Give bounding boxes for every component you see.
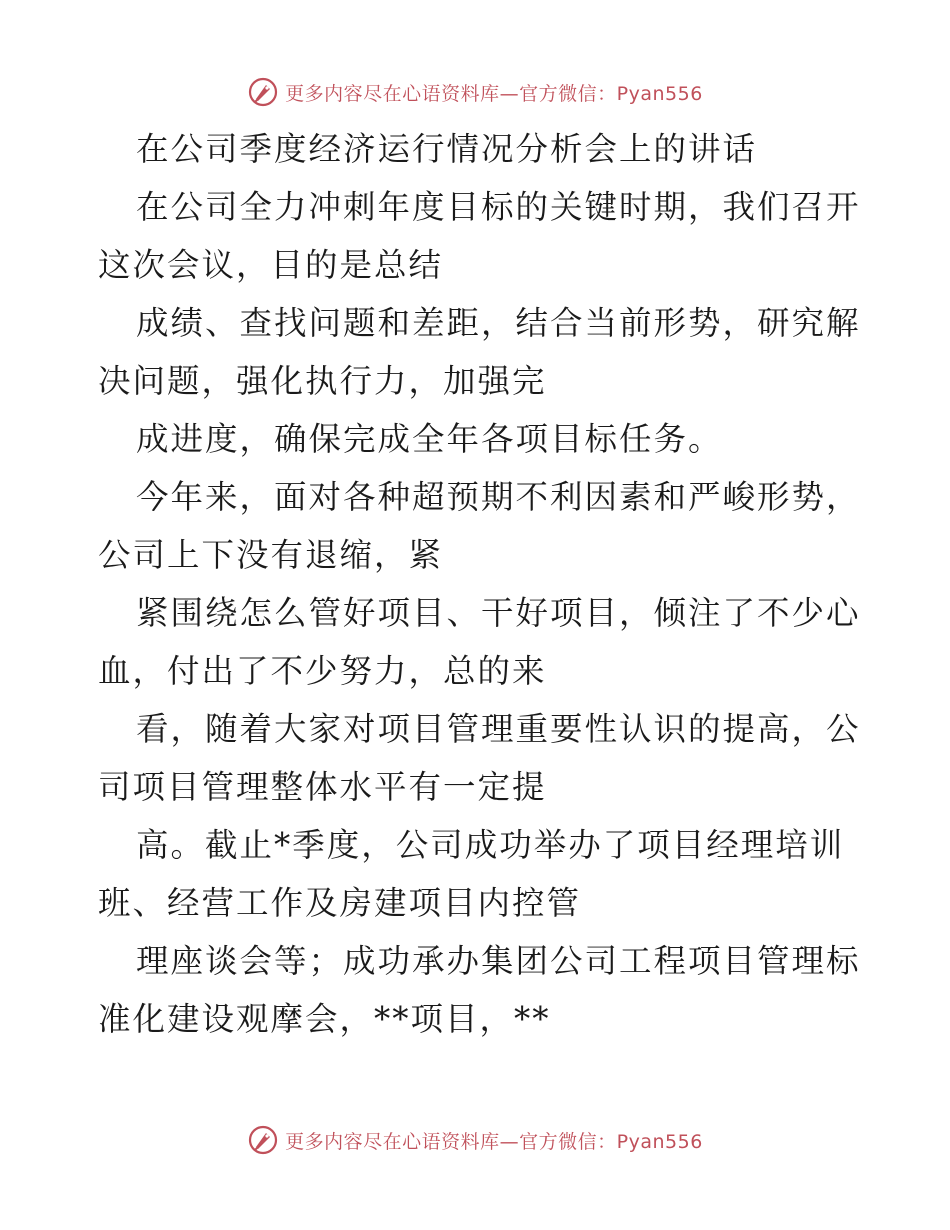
text-line: 看，随着大家对项目管理重要性认识的提高，公 [136,710,861,748]
text-line: 血，付出了不少努力，总的来 [98,652,547,690]
document-body [98,120,861,1048]
document-title: 在公司季度经济运行情况分析会上的讲话 [136,130,758,168]
text-line: 成进度，确保完成全年各项目标任务。 [136,420,723,458]
text-line: 公司上下没有退缩，紧 [98,536,444,574]
text-line: 高。截止*季度，公司成功举办了项目经理培训 [136,826,845,864]
text-line: 成绩、查找问题和差距，结合当前形势，研究解 [136,304,861,342]
text-line: 这次会议，目的是总结 [98,246,444,284]
pen-nib-logo-icon [247,76,279,108]
text-line: 准化建设观摩会，**项目，** [98,1000,551,1038]
text-line: 班、经营工作及房建项目内控管 [98,884,582,922]
text-line: 在公司全力冲刺年度目标的关键时期，我们召开 [136,188,861,226]
text-line: 今年来，面对各种超预期不利因素和严峻形势， [136,478,861,516]
header-banner [0,72,950,112]
pen-nib-logo-icon [247,1124,279,1156]
text-line: 司项目管理整体水平有一定提 [98,768,547,806]
footer-banner [0,1120,950,1160]
text-line: 决问题，强化执行力，加强完 [98,362,547,400]
footer-banner-text: 更多内容尽在心语资料库—官方微信：Pyan556 [285,1130,703,1153]
text-line: 紧围绕怎么管好项目、干好项目，倾注了不少心 [136,594,861,632]
header-banner-text: 更多内容尽在心语资料库—官方微信：Pyan556 [285,82,703,105]
text-line: 理座谈会等；成功承办集团公司工程项目管理标 [136,942,861,980]
